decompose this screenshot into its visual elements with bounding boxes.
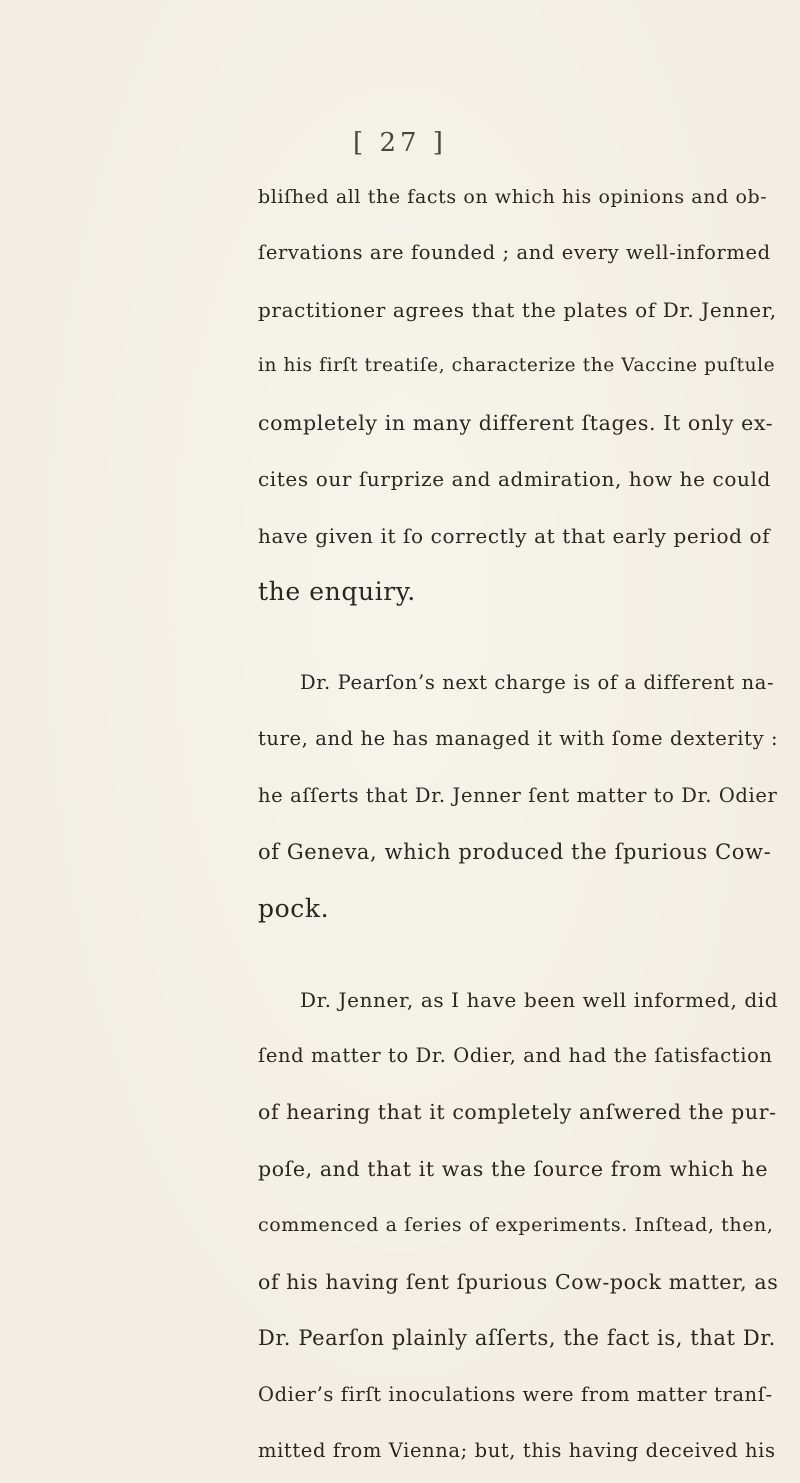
text-line: the enquiry. [258, 576, 416, 606]
text-line: ture, and he has managed it with ſome dexterity : [258, 727, 779, 751]
text-line: practitioner agrees that the plates of Dr. Jenner, [258, 297, 777, 322]
text-line: poſe, and that it was the ſource from which he [258, 1156, 769, 1181]
text-line: ſervations are founded ; and every well-informed [258, 241, 771, 265]
text-line: bliſhed all the facts on which his opinions and ob- [258, 186, 768, 208]
text-line: Dr. Jenner, as I have been well informed, did [300, 987, 779, 1012]
text-line: completely in many different ſtages. It only ex- [258, 410, 774, 435]
text-line: Dr. Pearſon’s next charge is of a different na- [300, 670, 775, 694]
text-line: pock. [258, 893, 330, 923]
text-line: ſend matter to Dr. Odier, and had the ſatisfaction [258, 1044, 773, 1068]
text-line: Odier’s firſt inoculations were from matter tranſ- [258, 1382, 773, 1406]
text-line: of hearing that it completely anſwered the pur- [258, 1100, 777, 1125]
text-line: have given it ſo correctly at that early period of [258, 523, 771, 548]
text-line: in his firſt treatiſe, characterize the Vaccine puſtule [258, 355, 776, 377]
text-line: commenced a ſeries of experiments. Inſtead, then, [258, 1214, 774, 1237]
text-line: of Geneva, which produced the ſpurious Cow- [258, 840, 772, 865]
text-line: cites our ſurprize and admiration, how he could [258, 467, 771, 492]
text-line: of his having ſent ſpurious Cow-pock matter, as [258, 1269, 779, 1294]
text-line: he aſſerts that Dr. Jenner ſent matter to Dr. Odier [258, 783, 778, 807]
page-number: [ 27 ] [353, 128, 447, 158]
text-line: Dr. Pearſon plainly aſſerts, the fact is, that Dr. [258, 1326, 776, 1351]
text-line: mitted from Vienna; but, this having deceived his [258, 1439, 776, 1462]
